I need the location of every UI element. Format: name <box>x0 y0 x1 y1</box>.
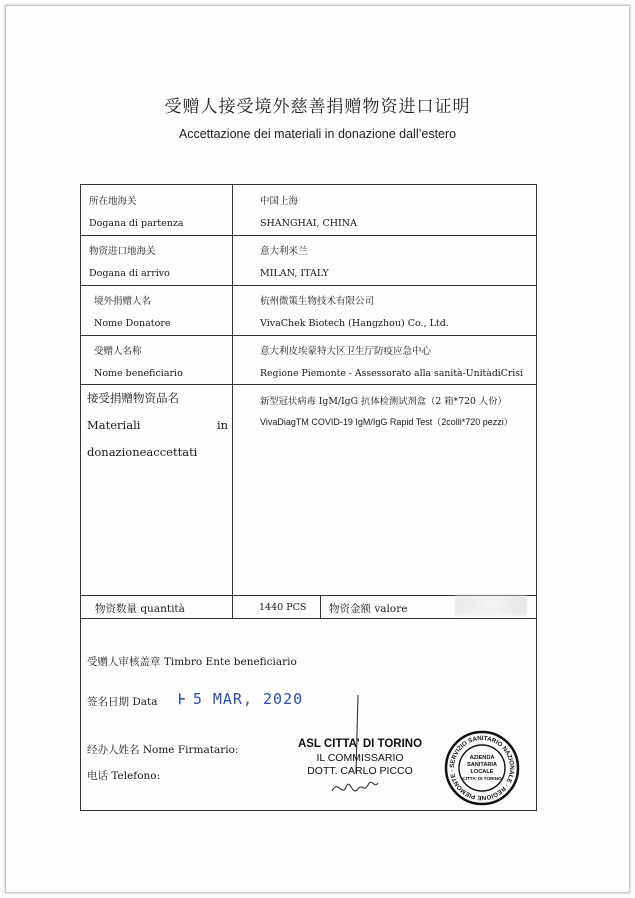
arrival-customs-label-it: Dogana di arrivo <box>89 268 170 279</box>
row-divider <box>81 335 536 336</box>
column-divider <box>320 595 321 618</box>
date-stamp-mark: ⊦ <box>178 690 187 708</box>
row-divider <box>81 384 536 385</box>
beneficiary-label-cn: 受赠人名称 <box>94 346 142 357</box>
departure-customs-label-cn: 所在地海关 <box>89 196 137 207</box>
signer-label: 经办人姓名 Nome Firmatario: <box>87 744 239 756</box>
donor-label-it: Nome Donatore <box>94 318 171 329</box>
materials-label-it-in: in <box>217 418 229 432</box>
date-label: 签名日期 Data <box>87 696 158 708</box>
stamp-line-1: ASL CITTA' DI TORINO <box>297 738 423 750</box>
arrival-customs-value-it: MILAN, ITALY <box>260 268 329 279</box>
seal-inner-2: SANITARIA <box>466 762 498 768</box>
redacted-value <box>455 596 527 616</box>
quantity-value: 1440 PCS <box>259 602 307 613</box>
arrival-customs-label-cn: 物资进口地海关 <box>89 246 156 257</box>
title-chinese: 受赠人接受境外慈善捐赠物资进口证明 <box>164 97 471 117</box>
departure-customs-value-cn: 中国上海 <box>260 196 299 207</box>
seal-ring-text: SERVIZIO SANITARIO NAZIONALE · REGIONE PIEMONTE · <box>448 734 516 802</box>
seal-inner-1: AZIENDA <box>469 755 495 761</box>
stamp-line-3: DOTT. CARLO PICCO <box>307 765 413 777</box>
column-divider <box>232 185 233 618</box>
official-stamp-text <box>295 738 425 779</box>
materials-value-cn: 新型冠状病毒 IgM/IgG 抗体检测试剂盒（2 箱*720 人份） <box>260 396 507 407</box>
donor-label-cn: 境外捐赠人名 <box>94 296 152 307</box>
seal-inner-4: CITTA' DI TORINO <box>462 776 502 781</box>
phone-label: 电话 Telefono: <box>87 770 161 782</box>
quantity-label: 物资数量 quantità <box>95 603 185 615</box>
departure-customs-value-it: SHANGHAI, CHINA <box>260 218 357 229</box>
beneficiary-label-it: Nome beneficiario <box>94 368 183 379</box>
beneficiary-value-cn: 意大利皮埃蒙特大区卫生厅防疫应急中心 <box>260 346 432 357</box>
title-italian: Accettazione dei materiali in donazione dall’estero <box>178 127 457 141</box>
materials-label-it-cont: donazioneaccettati <box>87 445 198 459</box>
date-stamp-value: 5 MAR, 2020 <box>192 690 304 708</box>
arrival-customs-value-cn: 意大利米兰 <box>260 246 308 257</box>
seal-inner-3: LOCALE <box>470 769 494 775</box>
donor-value-it: VivaChek Biotech (Hangzhou) Co., Ltd. <box>260 318 449 329</box>
row-divider <box>81 618 536 619</box>
stamp-label: 受赠人审核盖章 Timbro Ente beneficiario <box>87 656 297 668</box>
value-label: 物资金额 valore <box>329 603 408 615</box>
date-stamp <box>178 690 303 708</box>
beneficiary-value-it: Regione Piemonte - Assessorato alla sanità-UnitàdiCrisi <box>260 368 524 379</box>
round-seal-icon <box>444 730 520 806</box>
donation-table <box>80 184 537 811</box>
donor-value-cn: 杭州微策生物技术有限公司 <box>260 296 375 307</box>
row-divider <box>81 285 536 286</box>
materials-label-cn: 接受捐赠物资品名 <box>87 391 179 405</box>
departure-customs-label-it: Dogana di partenza <box>89 218 184 229</box>
stamp-line-2: IL COMMISSARIO <box>316 751 404 764</box>
row-divider <box>81 235 536 236</box>
materials-value-it: VivaDiagTM COVID-19 IgM/IgG Rapid Test（2colli*720 pezzi） <box>260 417 513 427</box>
materials-label-it: Materiali <box>87 418 141 432</box>
